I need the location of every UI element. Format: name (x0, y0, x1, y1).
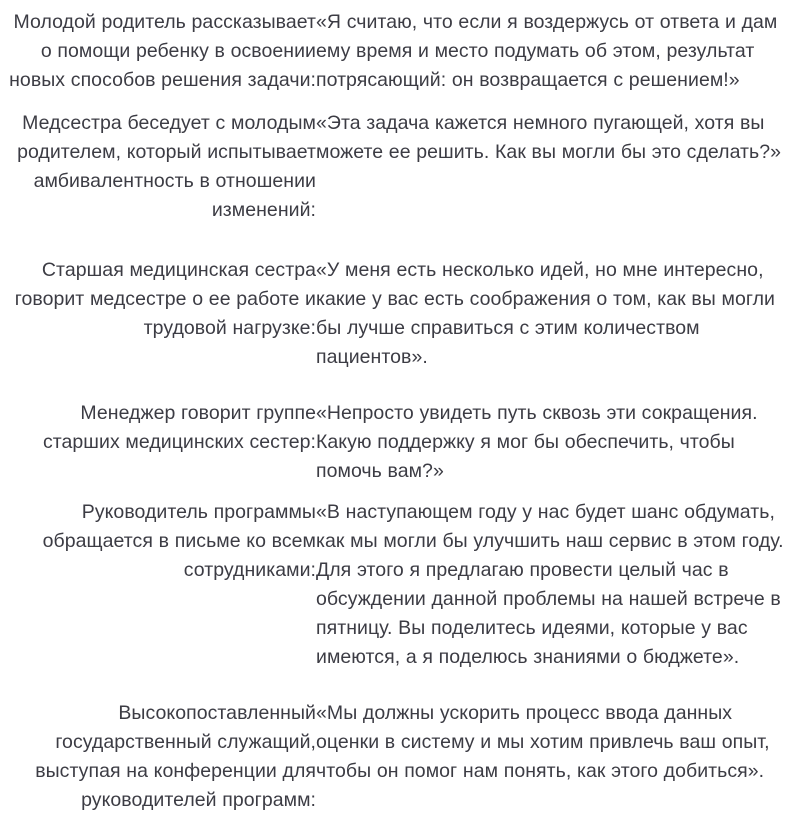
quote-text: «Эта задача кажется немного пугающей, хотя вы можете ее решить. Как вы могли бы это сделать?» (316, 112, 782, 163)
quote-cell (316, 486, 790, 672)
table-row (0, 372, 790, 486)
context-cell (0, 372, 316, 486)
context-cell (0, 672, 316, 815)
context-cell (0, 486, 316, 672)
quote-cell (316, 225, 790, 372)
quote-text: «Мы должны ускорить процесс ввода данных оценки в систему и мы хотим привлечь ваш опыт, чтобы он помог нам понять, как этого добиться». (316, 702, 770, 782)
quote-cell (316, 0, 790, 95)
context-text: Старшая медицинская сестра говорит медсестре о ее работе и трудовой нагрузке: (14, 259, 316, 339)
quote-cell (316, 672, 790, 815)
table-row (0, 225, 790, 372)
table-row (0, 672, 790, 815)
quote-cell (316, 95, 790, 225)
quote-cell (316, 372, 790, 486)
quote-text: «У меня есть несколько идей, но мне интересно, какие у вас есть соображения о том, как вы могли бы лучше справиться с этим количеством пациентов». (316, 259, 775, 368)
context-cell (0, 225, 316, 372)
context-cell (0, 95, 316, 225)
table-row (0, 95, 790, 225)
quote-text: «В наступающем году у нас будет шанс обдумать, как мы могли бы улучшить наш сервис в этом году. Для этого я предлагаю провести целый час в обсуждении данной проблемы на нашей встрече в пятницу. Вы поделитесь идеями, которые у вас имеются, а я поделюсь знаниями о бюджете». (316, 501, 784, 668)
context-cell (0, 0, 316, 95)
context-text: Молодой родитель рассказывает о помощи ребенку в освоении новых способов решения задачи: (9, 11, 316, 91)
context-text: Медсестра беседует с молодым родителем, который испытывает амбивалентность в отношении изменений: (17, 112, 316, 221)
table-row (0, 486, 790, 672)
context-text: Высокопоставленный государственный служащий, выступая на конференции для руководителей программ: (35, 702, 316, 811)
context-text: Менеджер говорит группе старших медицинских сестер: (42, 402, 316, 453)
quote-text: «Непросто увидеть путь сквозь эти сокращения. Какую поддержку я мог бы обеспечить, чтобы помочь вам?» (316, 402, 758, 482)
context-text: Руководитель программы обращается в письме ко всем сотрудниками: (42, 501, 316, 581)
table-row (0, 0, 790, 95)
quote-text: «Я считаю, что если я воздержусь от ответа и дам ему время и место подумать об этом, результат потрясающий: он возвращается с решением!» (316, 11, 778, 91)
